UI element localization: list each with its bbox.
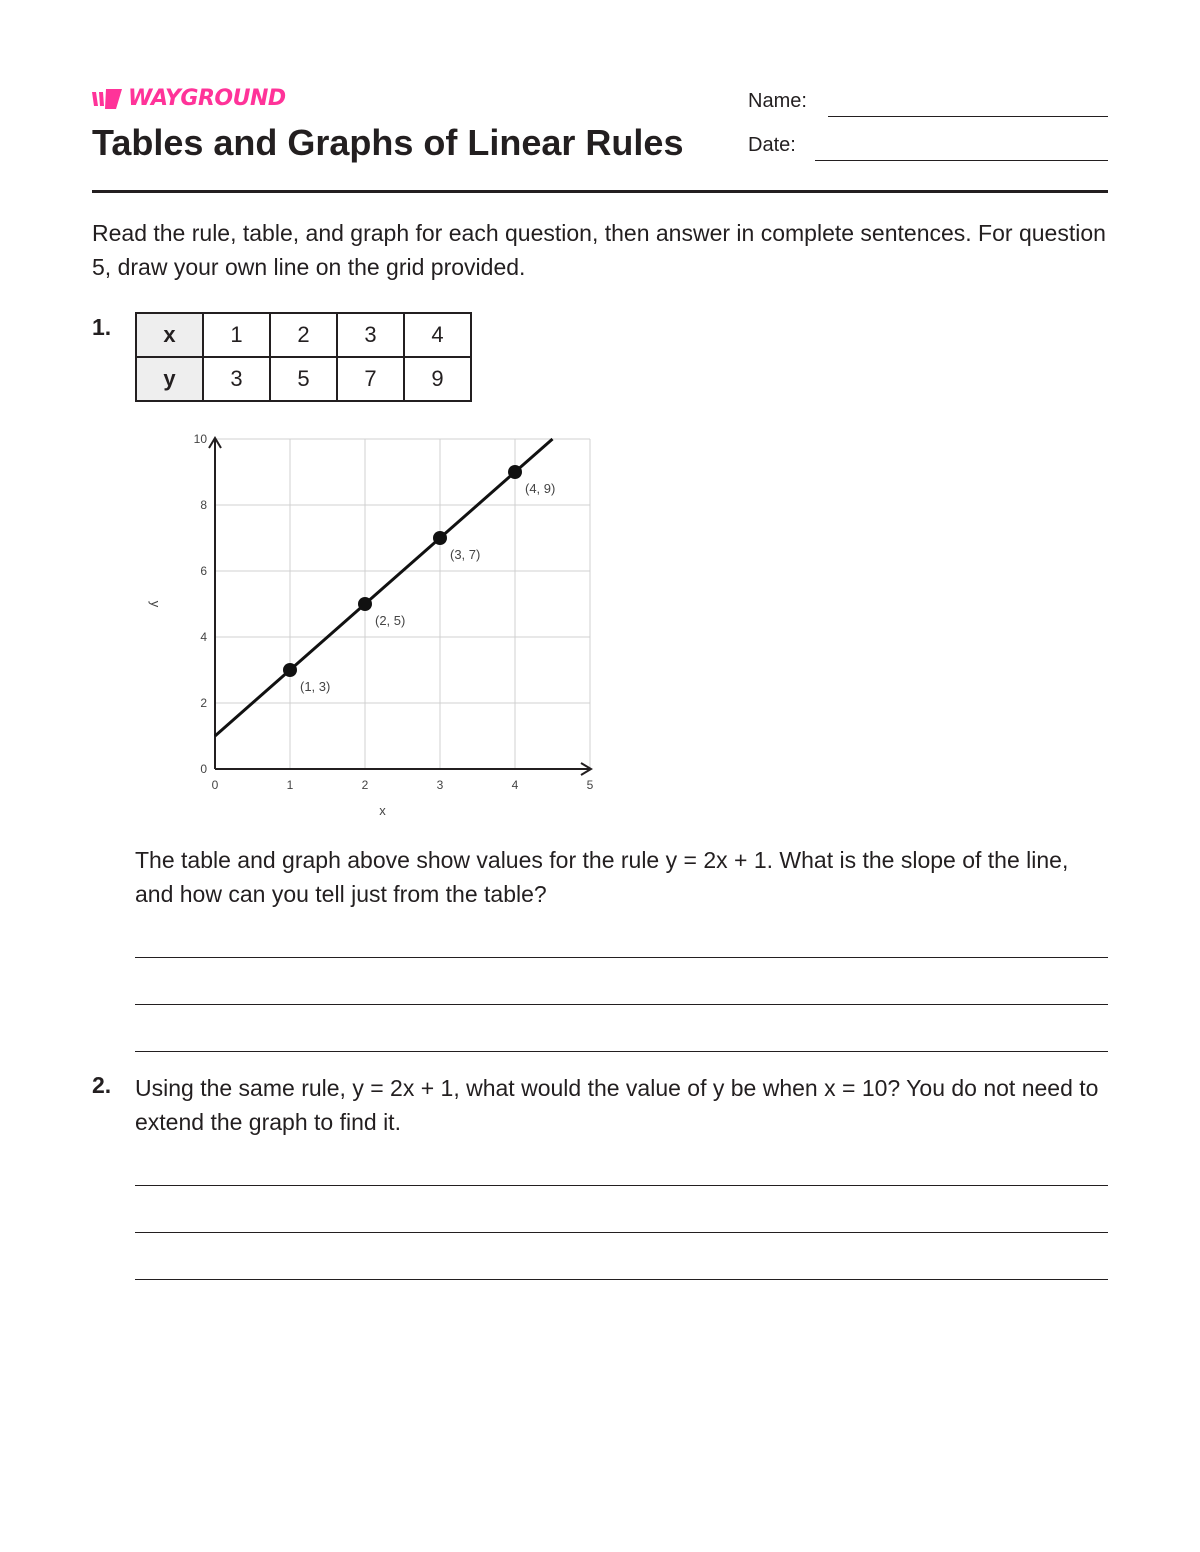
x-tick-label: 0 <box>211 778 219 792</box>
brand-name: WAYGROUND <box>128 86 286 111</box>
question-1-number: 1. <box>92 314 112 340</box>
rule-line <box>215 439 556 736</box>
brand-logo <box>92 86 286 111</box>
instructions: Read the rule, table, and graph for each question, then answer in complete sentences. For question 5, draw your own line on the grid provided. <box>92 220 1106 280</box>
answer-line[interactable] <box>135 1185 1108 1186</box>
name-field[interactable] <box>828 116 1108 117</box>
x-tick-label: 4 <box>511 778 519 792</box>
point-label: (2, 5) <box>375 613 406 628</box>
line-graph <box>135 425 615 825</box>
answer-line[interactable] <box>135 957 1108 958</box>
table-cell: 2 <box>270 313 337 357</box>
name-label: Name: <box>748 90 807 112</box>
table-cell: 5 <box>270 357 337 401</box>
answer-line[interactable] <box>135 1051 1108 1052</box>
question-1-text: The table and graph above show values for the rule y = 2x + 1. What is the slope of the line, and how can you tell just from the table? <box>135 847 1069 907</box>
table-row-x <box>136 313 471 357</box>
answer-line[interactable] <box>135 1004 1108 1005</box>
table-row-y <box>136 357 471 401</box>
y-tick-label: 2 <box>200 696 207 710</box>
question-2-text: Using the same rule, y = 2x + 1, what would the value of y be when x = 10? You do not need to extend the graph to find it. <box>135 1075 1099 1135</box>
xy-table <box>135 312 472 402</box>
x-tick-label: 1 <box>286 778 294 792</box>
y-tick-label: 0 <box>200 762 207 776</box>
date-field[interactable] <box>815 160 1108 161</box>
table-header-y: y <box>136 357 203 401</box>
wayground-logo-icon <box>92 89 122 109</box>
question-2-number: 2. <box>92 1072 112 1098</box>
header-divider <box>92 190 1108 193</box>
table-cell: 7 <box>337 357 404 401</box>
point-label: (3, 7) <box>450 547 481 562</box>
data-point <box>508 465 522 479</box>
table-cell: 9 <box>404 357 471 401</box>
data-point <box>283 663 297 677</box>
answer-line[interactable] <box>135 1232 1108 1233</box>
y-tick-label: 10 <box>193 432 207 446</box>
y-tick-label: 4 <box>200 630 207 644</box>
y-axis-label: y <box>148 600 163 608</box>
x-tick-label: 2 <box>361 778 369 792</box>
table-header-x: x <box>136 313 203 357</box>
x-tick-label: 5 <box>586 778 594 792</box>
table-cell: 3 <box>337 313 404 357</box>
y-tick-label: 8 <box>200 498 207 512</box>
x-tick-label: 3 <box>436 778 444 792</box>
date-label: Date: <box>748 134 796 156</box>
page-title: Tables and Graphs of Linear Rules <box>92 122 684 163</box>
point-label: (4, 9) <box>525 481 556 496</box>
answer-line[interactable] <box>135 1279 1108 1280</box>
y-tick-label: 6 <box>200 564 207 578</box>
data-point <box>358 597 372 611</box>
table-cell: 4 <box>404 313 471 357</box>
point-label: (1, 3) <box>300 679 331 694</box>
x-axis-label: x <box>379 803 386 818</box>
table-cell: 1 <box>203 313 270 357</box>
table-cell: 3 <box>203 357 270 401</box>
data-point <box>433 531 447 545</box>
